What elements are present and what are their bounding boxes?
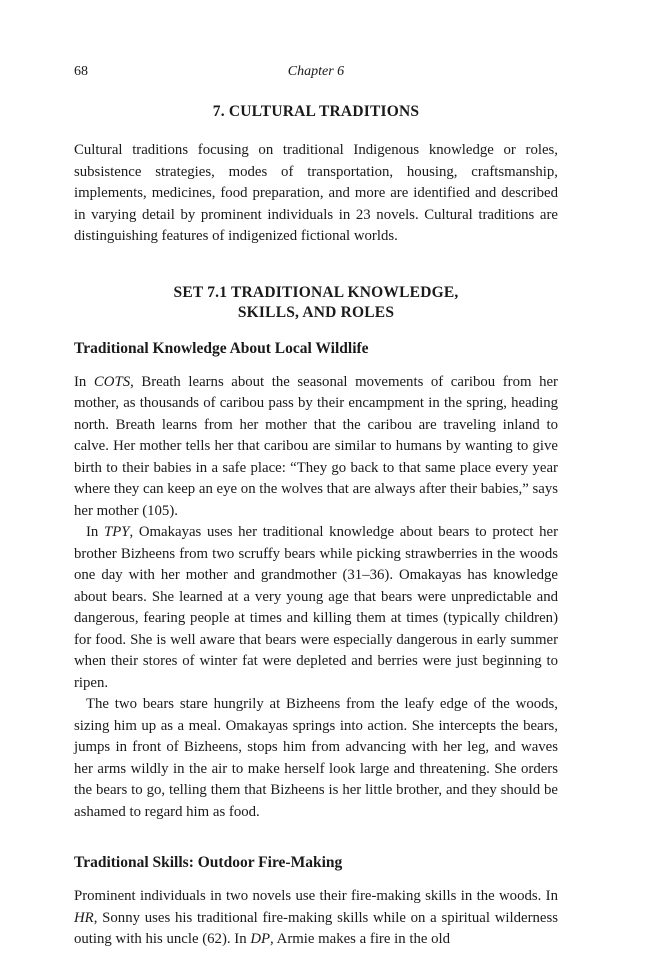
- page-number: 68: [74, 64, 88, 79]
- paragraph-tpy: [74, 522, 558, 694]
- text: In: [74, 373, 94, 390]
- text: , Breath learns about the seasonal movements of caribou from her mother, as thousands of caribou pass by their encampment in the spring, heading north. Breath learns from her mother that the caribou are traveling inland to calve. Her mother tells her that caribou are similar to humans by wanting to give birth to their babies in a safe place: “They go back to that same place every year where they can keep an eye on the wolves that are always after their babies,” says her mother (105).: [74, 373, 558, 519]
- book-page: [74, 64, 558, 951]
- book-title: DP: [250, 931, 271, 947]
- set-heading-line-1: SET 7.1 TRADITIONAL KNOWLEDGE,: [173, 283, 459, 301]
- book-title: TPY: [104, 524, 130, 540]
- text: In: [86, 524, 104, 540]
- text: , Armie makes a fire in the old: [270, 931, 451, 947]
- paragraph-cots: [74, 372, 558, 523]
- section-heading: 7. CULTURAL TRADITIONS: [212, 103, 420, 120]
- paragraph-fire-making: [74, 886, 558, 951]
- running-header: [74, 64, 558, 84]
- set-heading: [74, 283, 558, 323]
- intro-paragraph: Cultural traditions focusing on traditional Indigenous knowledge or roles, subsistence strategies, modes of transportation, housing, craftsmanship, implements, medicines, food preparation, and more are identified and described in varying detail by prominent individuals in 23 novels. Cultural traditions are distinguishing features of indigenized fictional worlds.: [74, 142, 558, 244]
- subsection-heading-fire-making: Traditional Skills: Outdoor Fire-Making: [74, 854, 343, 871]
- paragraph-bears: The two bears stare hungrily at Bizheens from the leafy edge of the woods, sizing him up as a meal. Omakayas springs into action. She intercepts the bears, jumps in front of Bizheens, stops him from advancing with her leg, and waves her arms wildly in the air to make herself look large and threatening. She orders the bears to go, telling them that Bizheens is her little brother, and they should be ashamed to regard him as food.: [74, 696, 558, 820]
- set-heading-line-2: SKILLS, AND ROLES: [237, 303, 395, 321]
- text: , Sonny uses his traditional fire-making skills while on a spiritual wilderness outing with his uncle (62). In: [74, 909, 558, 947]
- book-title: HR: [74, 909, 94, 926]
- running-title: Chapter 6: [287, 64, 345, 79]
- book-title: COTS: [93, 373, 131, 390]
- text: Prominent individuals in two novels use their fire-making skills in the woods. In: [74, 888, 558, 904]
- subsection-heading-wildlife: Traditional Knowledge About Local Wildlife: [74, 339, 369, 357]
- text: , Omakayas uses her traditional knowledge about bears to protect her brother Bizheens from two scruffy bears while picking strawberries in the woods one day with her mother and grandmother (31–36). Omakayas has knowledge about bears. She learned at a very young age that bears were unpredictable and dangerous, fearing people at times and killing them at times (typically children) for food. She is well aware that bears were especially dangerous in early summer when their stores of winter fat were depleted and berries were just beginning to ripen.: [74, 524, 558, 691]
